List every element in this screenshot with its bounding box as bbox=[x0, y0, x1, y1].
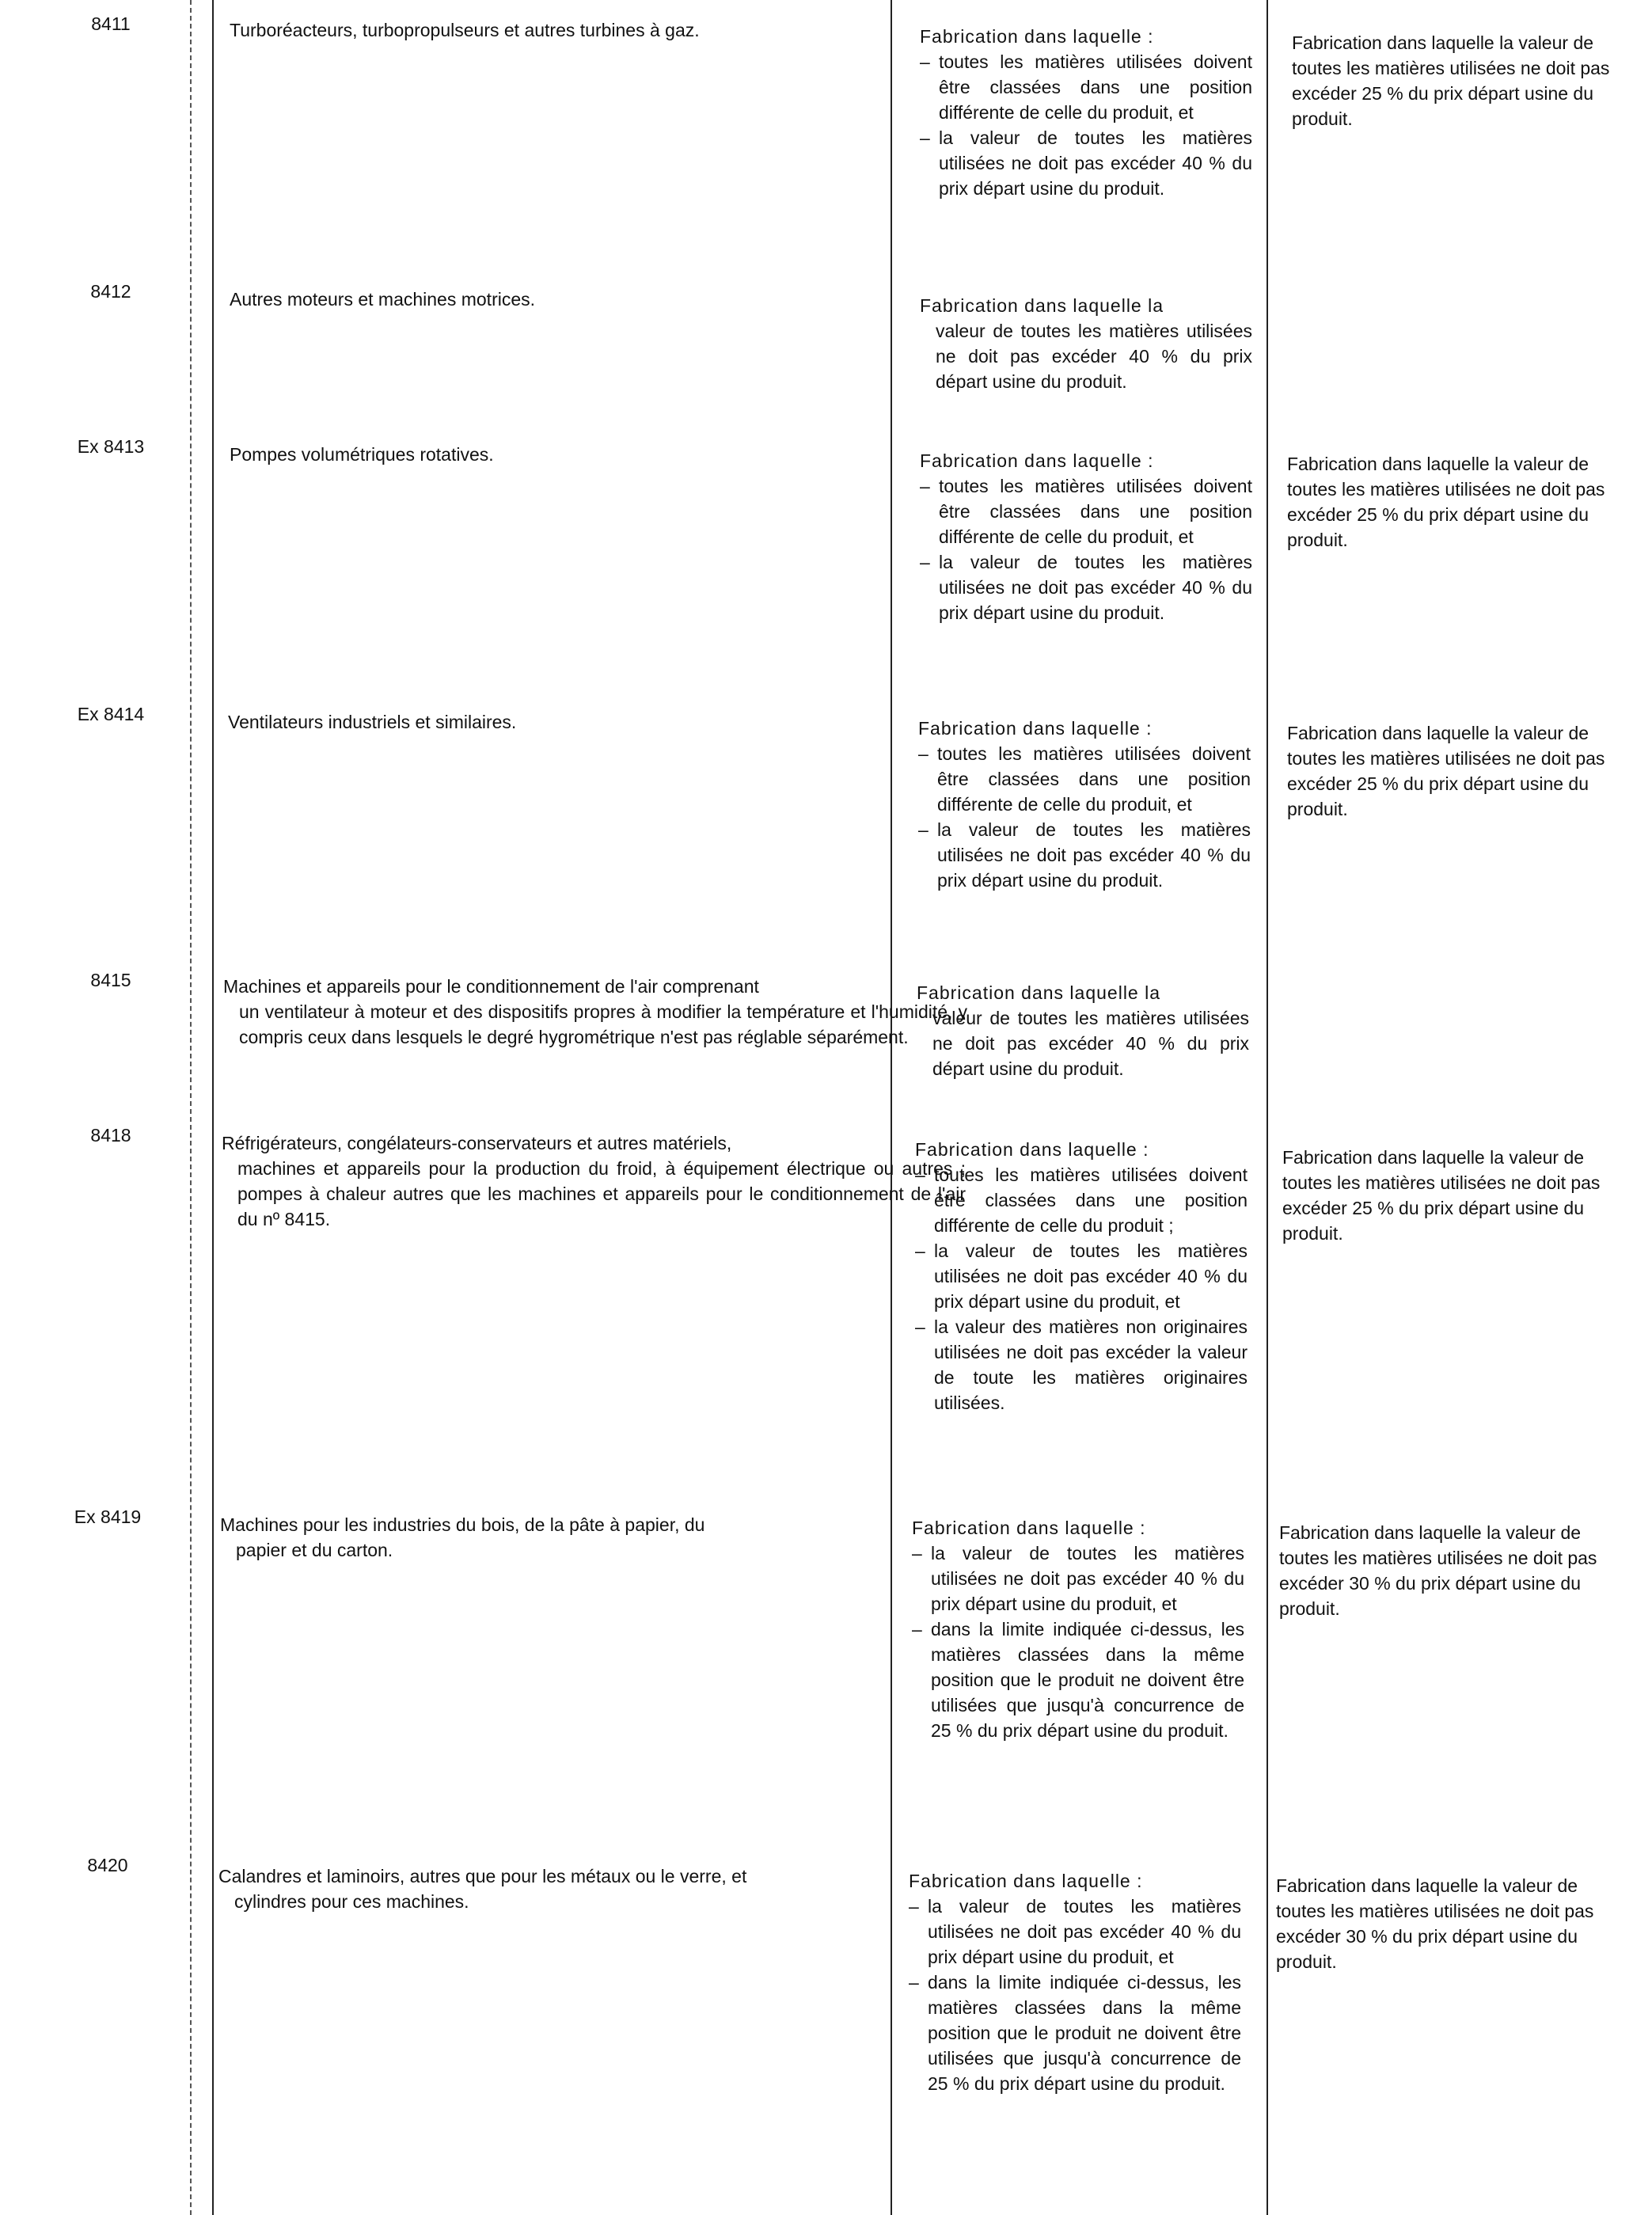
tariff-code: 8415 bbox=[90, 970, 131, 990]
description-first-line: Réfrigérateurs, congélateurs-conservateurs et autres matériels, bbox=[222, 1133, 732, 1153]
rule-body: valeur de toutes les matières utilisées ne doit pas excéder 40 % du prix départ usine du produit. bbox=[936, 321, 1252, 392]
rule-heading: Fabrication dans laquelle : bbox=[909, 1871, 1143, 1891]
product-description bbox=[223, 974, 967, 1050]
rule-item: – dans la limite indiquée ci-dessus, les matières classées dans la même position que le produit ne doivent être utilisées que jusqu'à concurrence de 25 % du prix départ usine du produit. bbox=[912, 1617, 1244, 1743]
product-description: Autres moteurs et machines motrices. bbox=[230, 289, 536, 310]
rule-item: – toutes les matières utilisées doivent être classées dans une position différente de celle du produit, et bbox=[920, 49, 1252, 125]
column-divider bbox=[1267, 0, 1268, 2215]
origin-rule-alternative bbox=[1279, 1520, 1627, 1621]
product-description bbox=[222, 1130, 966, 1232]
rule-heading: Fabrication dans laquelle : bbox=[915, 1139, 1149, 1160]
tariff-code: 8418 bbox=[90, 1125, 131, 1145]
rule-body: valeur de toutes les matières utilisées ne doit pas excéder 30 % du prix départ usine du produit. bbox=[1276, 1875, 1594, 1972]
rule-heading: Fabrication dans laquelle : bbox=[912, 1518, 1146, 1538]
origin-rule-primary bbox=[918, 716, 1251, 893]
origin-rule-alternative bbox=[1276, 1873, 1624, 1974]
rule-body: valeur de toutes les matières utilisées ne doit pas excéder 25 % du prix départ usine du produit. bbox=[1292, 32, 1610, 129]
rule-item: – la valeur de toutes les matières utilisées ne doit pas excéder 40 % du prix départ usine du produit, et bbox=[915, 1238, 1248, 1314]
tariff-code: Ex 8413 bbox=[77, 436, 145, 457]
origin-rule-primary bbox=[920, 448, 1252, 625]
rule-heading: Fabrication dans laquelle : bbox=[920, 26, 1154, 47]
product-description bbox=[218, 1864, 963, 1914]
rule-heading: Fabrication dans laquelle la bbox=[920, 295, 1164, 316]
origin-rule-primary bbox=[912, 1515, 1244, 1743]
rule-heading: Fabrication dans laquelle la bbox=[1282, 1147, 1505, 1168]
rule-heading: Fabrication dans laquelle la bbox=[1287, 723, 1510, 743]
rule-item: – dans la limite indiquée ci-dessus, les matières classées dans la même position que le produit ne doivent être utilisées que jusqu'à concurrence de 25 % du prix départ usine du produit. bbox=[909, 1970, 1241, 2096]
rule-item: – la valeur de toutes les matières utilisées ne doit pas excéder 40 % du prix départ usine du produit. bbox=[918, 817, 1251, 893]
rule-item: – toutes les matières utilisées doivent être classées dans une position différente de celle du produit ; bbox=[915, 1162, 1248, 1238]
origin-rule-alternative bbox=[1282, 1145, 1631, 1246]
tariff-code: Ex 8419 bbox=[74, 1506, 142, 1527]
rule-item: – toutes les matières utilisées doivent être classées dans une position différente de celle du produit, et bbox=[918, 741, 1251, 817]
rule-body: valeur de toutes les matières utilisées ne doit pas excéder 30 % du prix départ usine du produit. bbox=[1279, 1522, 1597, 1619]
rule-heading: Fabrication dans laquelle : bbox=[920, 450, 1154, 471]
description-continuation: machines et appareils pour la production du froid, à équipement électrique ou autres ; pompes à chaleur autres que les machines et appareils pour le conditionnement de l'air du nº 8415. bbox=[237, 1158, 966, 1229]
rule-heading: Fabrication dans laquelle la bbox=[1279, 1522, 1502, 1543]
origin-rule-primary bbox=[920, 24, 1252, 201]
rule-item: – la valeur de toutes les matières utilisées ne doit pas excéder 40 % du prix départ usine du produit, et bbox=[909, 1894, 1241, 1970]
origin-rule-primary bbox=[920, 293, 1252, 394]
origin-rule-alternative bbox=[1292, 30, 1640, 131]
rule-heading: Fabrication dans laquelle la bbox=[1287, 454, 1510, 474]
origin-rule-alternative bbox=[1287, 720, 1635, 822]
description-continuation: papier et du carton. bbox=[236, 1540, 393, 1560]
rule-body: valeur de toutes les matières utilisées ne doit pas excéder 25 % du prix départ usine du produit. bbox=[1282, 1147, 1601, 1244]
description-continuation: un ventilateur à moteur et des dispositifs propres à modifier la température et l'humidité, y compris ceux dans lesquels le degré hygrométrique n'est pas réglable séparément. bbox=[239, 1001, 967, 1047]
product-description: Turboréacteurs, turbopropulseurs et autres turbines à gaz. bbox=[230, 20, 700, 40]
tariff-code: 8412 bbox=[90, 281, 131, 302]
column-divider bbox=[212, 0, 214, 2215]
rule-item: – la valeur des matières non originaires utilisées ne doit pas excéder la valeur de toute les matières originaires utilisées. bbox=[915, 1314, 1248, 1415]
description-first-line: Calandres et laminoirs, autres que pour les métaux ou le verre, et bbox=[218, 1866, 747, 1886]
rule-item: – toutes les matières utilisées doivent être classées dans une position différente de celle du produit, et bbox=[920, 473, 1252, 549]
rule-heading: Fabrication dans laquelle la bbox=[917, 982, 1161, 1003]
rule-heading: Fabrication dans laquelle : bbox=[918, 718, 1153, 739]
origin-rule-primary bbox=[915, 1137, 1248, 1415]
tariff-code: Ex 8414 bbox=[77, 704, 145, 724]
tariff-code: 8411 bbox=[91, 13, 131, 34]
origin-rule-primary bbox=[917, 980, 1249, 1081]
origin-rule-alternative bbox=[1287, 451, 1635, 553]
description-continuation: cylindres pour ces machines. bbox=[234, 1891, 469, 1912]
description-first-line: Machines pour les industries du bois, de la pâte à papier, du bbox=[220, 1514, 705, 1535]
rule-body: valeur de toutes les matières utilisées ne doit pas excéder 40 % du prix départ usine du produit. bbox=[932, 1008, 1249, 1079]
product-description: Pompes volumétriques rotatives. bbox=[230, 444, 494, 465]
rule-item: – la valeur de toutes les matières utilisées ne doit pas excéder 40 % du prix départ usine du produit. bbox=[920, 125, 1252, 201]
product-description: Ventilateurs industriels et similaires. bbox=[228, 712, 517, 732]
rule-item: – la valeur de toutes les matières utilisées ne doit pas excéder 40 % du prix départ usine du produit, et bbox=[912, 1541, 1244, 1617]
rule-body: valeur de toutes les matières utilisées ne doit pas excéder 25 % du prix départ usine du produit. bbox=[1287, 723, 1605, 819]
product-description bbox=[220, 1512, 964, 1563]
origin-rule-primary bbox=[909, 1868, 1241, 2096]
rule-heading: Fabrication dans laquelle la bbox=[1276, 1875, 1498, 1896]
rule-item: – la valeur de toutes les matières utilisées ne doit pas excéder 40 % du prix départ usine du produit. bbox=[920, 549, 1252, 625]
description-first-line: Machines et appareils pour le conditionnement de l'air comprenant bbox=[223, 976, 759, 997]
rule-heading: Fabrication dans laquelle la bbox=[1292, 32, 1514, 53]
rule-body: valeur de toutes les matières utilisées ne doit pas excéder 25 % du prix départ usine du produit. bbox=[1287, 454, 1605, 550]
column-divider bbox=[190, 0, 192, 2215]
tariff-code: 8420 bbox=[87, 1855, 128, 1875]
